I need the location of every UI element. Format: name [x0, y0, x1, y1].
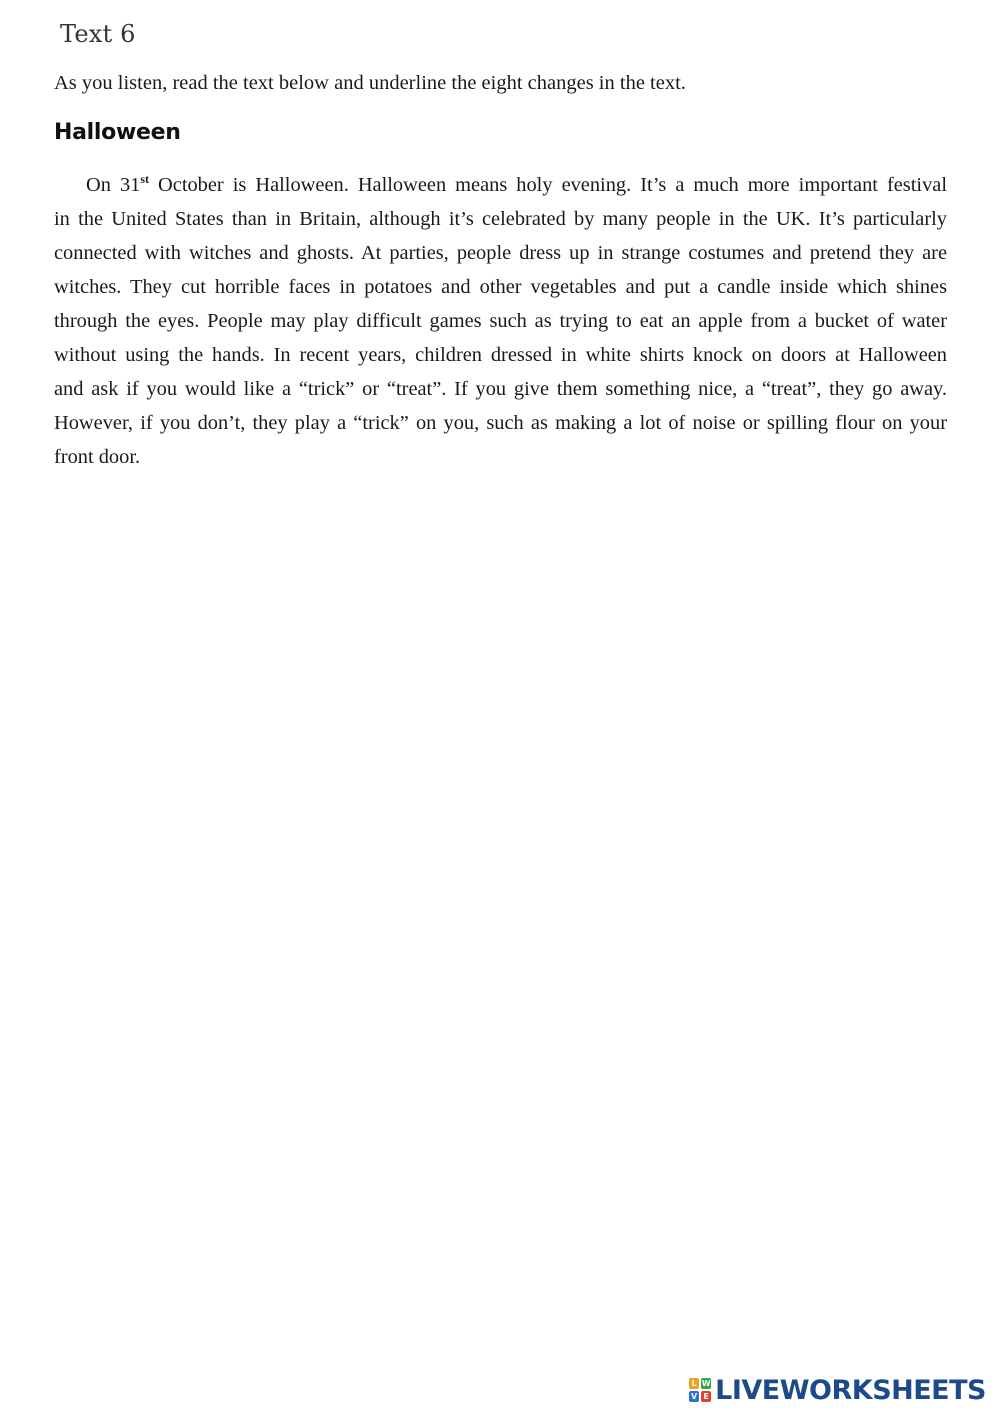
- logo-tile-e: E: [701, 1391, 711, 1402]
- passage-line-1-start: On 31: [86, 174, 141, 196]
- liveworksheets-logo: [689, 1374, 986, 1406]
- passage-line-3: connected with witches and ghosts. At parties, people dress up in strange costumes and pretend they are: [54, 242, 947, 264]
- text-number-label: Text 6: [60, 20, 136, 48]
- passage-line-7: and ask if you would like a “trick” or “treat”. If you give them something nice, a “treat”, they go away.: [54, 378, 947, 400]
- passage-line-1: [54, 168, 947, 202]
- instruction-text: As you listen, read the text below and underline the eight changes in the text.: [54, 72, 686, 94]
- passage-line-2: in the United States than in Britain, although it’s celebrated by many people in the UK. It’s particularly: [54, 208, 947, 230]
- logo-tile-v: V: [691, 1392, 698, 1401]
- passage-body: [54, 168, 947, 474]
- logo-tile-l: L: [689, 1378, 699, 1389]
- passage-line-6: without using the hands. In recent years, children dressed in white shirts knock on doors at Halloween: [54, 344, 947, 366]
- passage-line-5: through the eyes. People may play difficult games such as trying to eat an apple from a bucket of water: [54, 310, 947, 332]
- ordinal-superscript: st: [140, 172, 150, 186]
- liveworksheets-logo-text: LIVEWORKSHEETS: [715, 1374, 986, 1406]
- passage-line-4: witches. They cut horrible faces in potatoes and other vegetables and put a candle inside which shines: [54, 276, 947, 298]
- passage-line-9: front door.: [54, 446, 141, 468]
- liveworksheets-logo-icon: [689, 1378, 711, 1402]
- passage-line-1-rest: October is Halloween. Halloween means holy evening. It’s a much more important festival: [149, 174, 947, 196]
- passage-heading: Halloween: [54, 120, 181, 145]
- logo-tile-w: W: [701, 1379, 711, 1388]
- passage-line-8: However, if you don’t, they play a “trick” on you, such as making a lot of noise or spilling flour on your: [54, 412, 947, 434]
